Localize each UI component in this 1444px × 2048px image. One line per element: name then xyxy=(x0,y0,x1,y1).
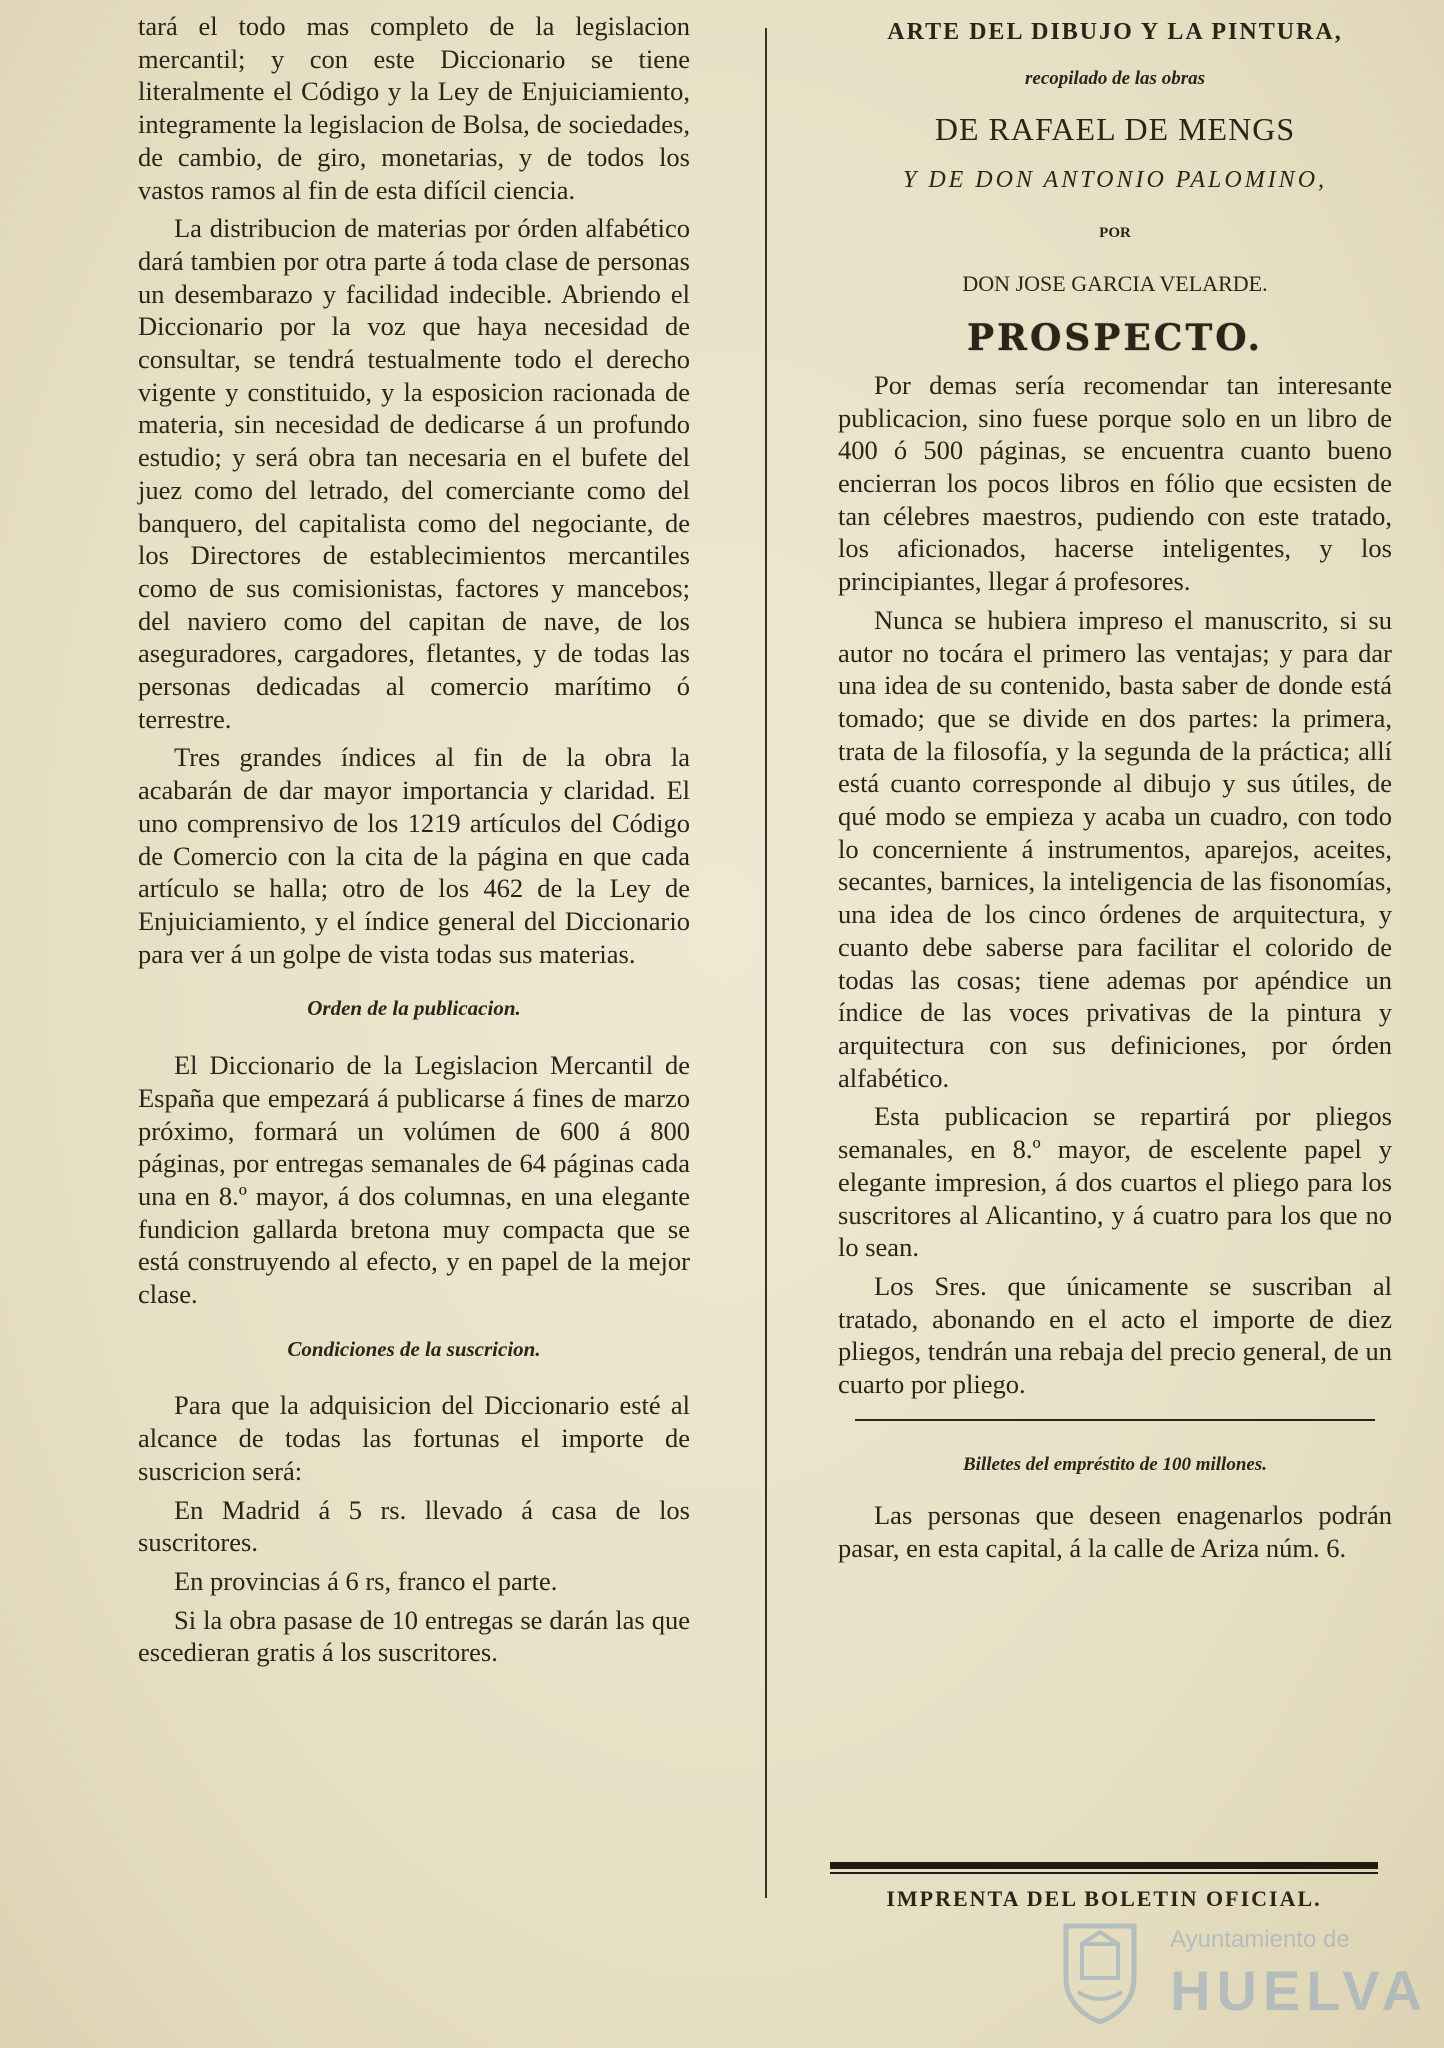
section-rule xyxy=(855,1419,1375,1421)
right-column xyxy=(838,16,1392,1571)
imprint-line: IMPRENTA DEL BOLETIN OFICIAL. xyxy=(886,1886,1322,1911)
book-subtitle: recopilado de las obras xyxy=(1025,67,1205,89)
left-paragraph-6: En Madrid á 5 rs. llevado á casa de los suscritores. xyxy=(138,1494,690,1558)
left-paragraph-5: Para que la adquisicion del Diccionario esté al alcance de todas las fortunas el importe de suscricion será: xyxy=(138,1390,690,1486)
heading-orden-publicacion: Orden de la publicacion. xyxy=(307,996,521,1021)
por-label: POR xyxy=(1099,224,1131,241)
left-paragraph-8: Si la obra pasase de 10 entregas se darán las que escedieran gratis á los suscritores. xyxy=(138,1604,690,1668)
author-palomino: Y DE DON ANTONIO PALOMINO, xyxy=(902,167,1328,194)
watermark-line-2: HUELVA xyxy=(1170,1959,1428,2022)
right-paragraph-2: Nunca se hubiera impreso el manuscrito, si su autor no tocára el primero las ventajas; y para dar una idea de su contenido, basta saber de donde está tomado; que se divide en dos partes: la primera, trata de la filosofía, y la segunda de la práctica; allí está cuanto corresponde al dibujo y sus útiles, de qué modo se empieza y acaba un cuadro, con todo lo concerniente á instrumentos, aparejos, aceites, secantes, barnices, la inteligencia de las fisonomías, una idea de los cinco órdenes de arquitectura, y cuanto debe saberse para facilitar el colorido de todas las cosas; tiene ademas por apéndice un índice de las voces privativas de la pintura y arquitectura con sus definiciones, por órden alfabético. xyxy=(838,604,1392,1093)
author-mengs: DE RAFAEL DE MENGS xyxy=(934,111,1296,148)
footer-rule-thin xyxy=(830,1872,1378,1874)
heading-condiciones-suscricion: Condiciones de la suscricion. xyxy=(287,1336,541,1361)
archive-watermark xyxy=(1060,1920,1428,2030)
right-paragraph-5: Las personas que deseen enagenarlos podrán pasar, en esta capital, á la calle de Ariza núm. 6. xyxy=(838,1500,1392,1564)
left-paragraph-1: tará el todo mas completo de la legislacion mercantil; y con este Diccionario se tiene literalmente el Código y la Ley de Enjuiciamiento, integramente la legislacion de Bolsa, de sociedades, de cambio, de giro, monetarias, y de todos los vastos ramos al fin de esta difícil ciencia. xyxy=(138,11,690,205)
prospecto-heading: PROSPECTO. xyxy=(966,317,1264,360)
right-paragraph-4: Los Sres. que únicamente se suscriban al tratado, abonando en el acto el importe de diez pliegos, tendrán una rebaja del precio general, de un cuarto por pliego. xyxy=(838,1270,1392,1400)
footer-rule-thick xyxy=(830,1862,1378,1869)
column-divider xyxy=(765,28,767,1898)
author-garcia-velarde: DON JOSE GARCIA VELARDE. xyxy=(962,270,1268,296)
left-paragraph-4: El Diccionario de la Legislacion Mercantil de España que empezará á publicarse á fines de marzo próximo, formará un volúmen de 600 á 800 páginas, por entregas semanales de 64 páginas cada una en 8.º mayor, á dos columnas, en una elegante fundicion gallarda bretona muy compacta que se está construyendo al efecto, y en papel de la mejor clase. xyxy=(138,1050,690,1310)
left-paragraph-7: En provincias á 6 rs, franco el parte. xyxy=(174,1565,558,1596)
right-paragraph-1: Por demas sería recomendar tan interesante publicacion, sino fuese porque solo en un libro de 400 ó 500 páginas, se encuentra cuanto bueno encierran los pocos libros en fólio que ecsisten de tan célebres maestros, pudiendo con este tratado, los aficionados, hacerse inteligentes, y los principiantes, llegar á profesores. xyxy=(838,369,1392,597)
right-paragraph-3: Esta publicacion se repartirá por pliegos semanales, en 8.º mayor, de escelente papel y elegante impresion, á dos cuartos el pliego para los suscritores al Alicantino, y á cuatro para los que no lo sean. xyxy=(838,1101,1392,1263)
coat-of-arms-icon xyxy=(1060,1920,1140,2024)
book-title: ARTE DEL DIBUJO Y LA PINTURA, xyxy=(887,19,1343,45)
heading-billetes: Billetes del empréstito de 100 millones. xyxy=(963,1453,1267,1475)
watermark-line-1: Ayuntamiento de xyxy=(1170,1926,1350,1953)
left-paragraph-2: La distribucion de materias por órden alfabético dará tambien por otra parte á toda clase de personas un desembarazo y facilidad indecible. Abriendo el Diccionario por la voz que haya necesidad de consultar, se tendrá testualmente todo el derecho vigente y constituido, y la esposicion racionada de materia, sin necesidad de dedicarse á un profundo estudio; y será obra tan necesaria en el bufete del juez como del letrado, del comerciante como del banquero, del capitalista como del negociante, de los Directores de establecimientos mercantiles como de sus comisionistas, factores y mancebos; del naviero como del capitan de nave, de los aseguradores, cargadores, fletantes, y de todas las personas dedicadas al comercio marítimo ó terrestre. xyxy=(138,213,690,734)
left-paragraph-3: Tres grandes índices al fin de la obra la acabarán de dar mayor importancia y claridad. El uno comprensivo de los 1219 artículos del Código de Comercio con la cita de la página en que cada artículo se halla; otro de los 462 de la Ley de Enjuiciamiento, y el índice general del Diccionario para ver á un golpe de vista todas sus materias. xyxy=(138,742,690,969)
left-column xyxy=(138,10,690,1675)
